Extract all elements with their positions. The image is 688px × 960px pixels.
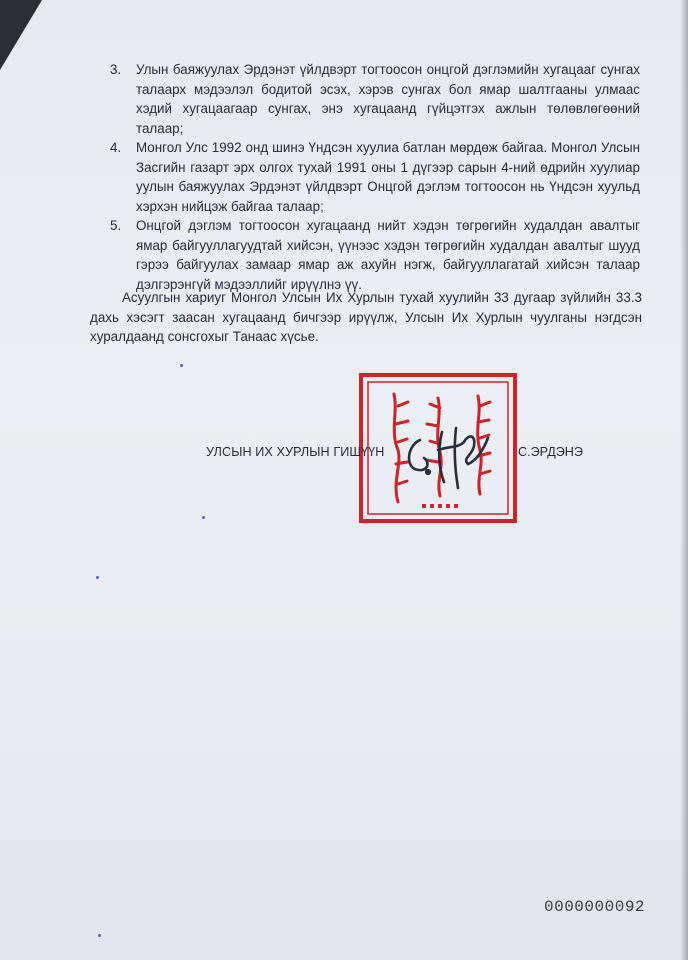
ink-speck: [98, 934, 101, 937]
signatory-title: УЛСЫН ИХ ХУРЛЫН ГИШҮҮН: [206, 445, 385, 459]
list-item-number: 5.: [110, 218, 122, 233]
list-item: [110, 216, 640, 294]
list-item: [110, 138, 640, 216]
ink-speck: [180, 364, 183, 367]
ink-speck: [202, 516, 205, 519]
ink-speck: [96, 576, 99, 579]
document-serial-number: 0000000092: [544, 898, 646, 916]
handwritten-signature: [398, 412, 508, 492]
signatory-name: С.ЭРДЭНЭ: [518, 445, 583, 459]
list-item: [110, 60, 640, 138]
list-item-text: Улын баяжуулах Эрдэнэт үйлдвэрт тогтоосон онцгой дэглэмийн хугацааг сунгах талаарх мэдээлэл бодитой эсэх, хэрэв сунгах бол ямар шалтгааны улмаас хэдий хугацаагаар сунгах, энэ хугацаанд гүйцэтгэх ажлын төлөвлөгөөний талаар;: [136, 62, 640, 136]
folded-corner-shadow: [0, 0, 42, 70]
list-item-number: 3.: [110, 62, 122, 77]
stamp-serial-marks: [422, 504, 458, 508]
page-edge-shadow: [680, 0, 688, 960]
list-item-text: Монгол Улс 1992 онд шинэ Үндсэн хуулиа батлан мөрдөж байгаа. Монгол Улсын Засгийн газарт эрх олгох тухай 1991 оны 1 дүгээр сарын 4-ний өдрийн хуулиар уулын баяжуулах Эрдэнэт үйлдвэрт Онцгой дэглэм тогтоосон нь Үндсэн хуульд хэрхэн нийцэж байгаа талаар;: [136, 140, 640, 214]
list-item-text: Онцгой дэглэм тогтоосон хугацаанд нийт хэдэн төгрөгийн худалдан авалтыг ямар байгууллагуудтай хийсэн, үүнээс хэдэн төгрөгийн худалдан авалтыг шууд гэрээ байгуулах замаар ямар аж ахуйн нэгж, байгууллагатай хийсэн талаар дэлгэрэнгүй мэдээллийг ирүүлнэ үү.: [136, 218, 640, 292]
list-item-number: 4.: [110, 140, 122, 155]
question-list: [110, 60, 640, 294]
closing-paragraph: Асуулгын хариуг Монгол Улсын Их Хурлын тухай хуулийн 33 дугаар зүйлийн 33.3 дахь хэсэгт заасан хугацаанд бичгээр ирүүлж, Улсын Их Хурлын чуулганы нэгдсэн хуралдаанд сонсгохыг Танаас хүсье.: [90, 290, 642, 344]
